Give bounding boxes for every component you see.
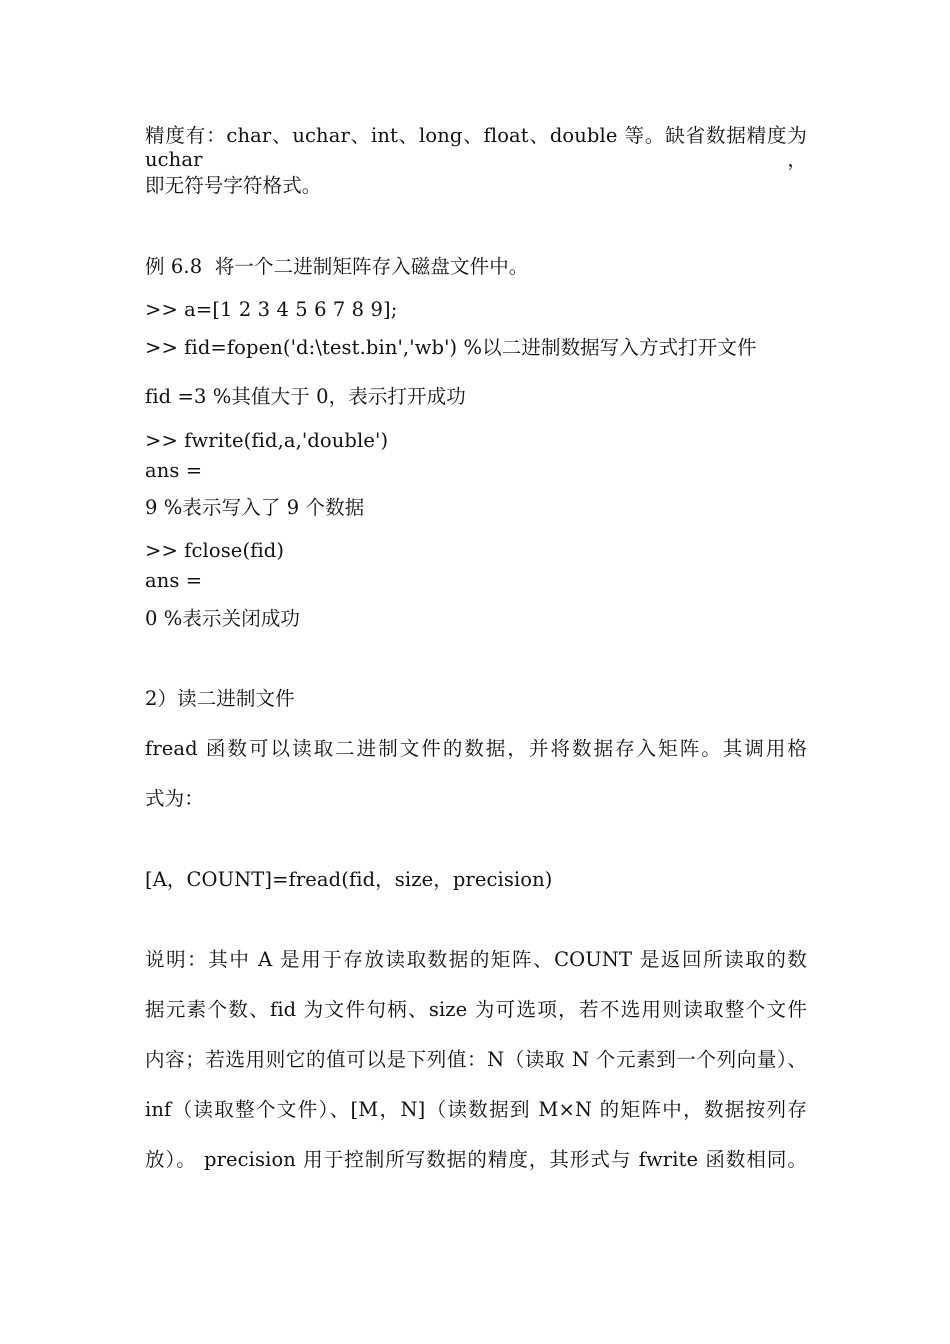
paragraph-line-format: 式为： [145,787,204,810]
paragraph-line-explanation-1: 说明：其中 A 是用于存放读取数据的矩阵、COUNT 是返回所读取的数 [145,948,807,971]
code-line-fopen: >> fid=fopen('d:\test.bin','wb') %以二进制数据写入方式打开文件 [145,336,757,359]
paragraph-line-explanation-3: 内容；若选用则它的值可以是下列值：N（读取 N 个元素到一个列向量）、 [145,1048,807,1071]
section-heading-read-binary: 2）读二进制文件 [145,687,295,710]
code-output-ans-value-2: 0 %表示关闭成功 [145,607,301,630]
code-line-fwrite: >> fwrite(fid,a,'double') [145,429,389,452]
paragraph-line-explanation-4: inf（读取整个文件）、[M，N]（读数据到 M×N 的矩阵中，数据按列存 [145,1098,807,1121]
code-output-ans-label: ans = [145,459,203,482]
syntax-line-fread: [A，COUNT]=fread(fid，size，precision) [145,868,553,891]
code-output-ans-value: 9 %表示写入了 9 个数据 [145,496,365,519]
paragraph-line-unsigned-char: 即无符号字符格式。 [145,174,322,197]
paragraph-line-explanation-2: 据元素个数、fid 为文件句柄、size 为可选项，若不选用则读取整个文件 [145,998,807,1021]
paragraph-line-explanation-5: 放）。 precision 用于控制所写数据的精度，其形式与 fwrite 函数相同。 [145,1148,807,1171]
paragraph-line-fread-intro: fread 函数可以读取二进制文件的数据，并将数据存入矩阵。其调用格 [145,737,807,760]
code-output-ans-label-2: ans = [145,569,203,592]
code-line-fclose: >> fclose(fid) [145,539,285,562]
code-line-assign-a: >> a=[1 2 3 4 5 6 7 8 9]; [145,298,398,321]
example-heading: 例 6.8 将一个二进制矩阵存入磁盘文件中。 [145,255,529,278]
code-output-fid: fid =3 %其值大于 0，表示打开成功 [145,385,466,408]
paragraph-line-precision-list: 精度有：char、uchar、int、long、float、double 等。缺省数据精度为 uchar， [145,124,807,171]
